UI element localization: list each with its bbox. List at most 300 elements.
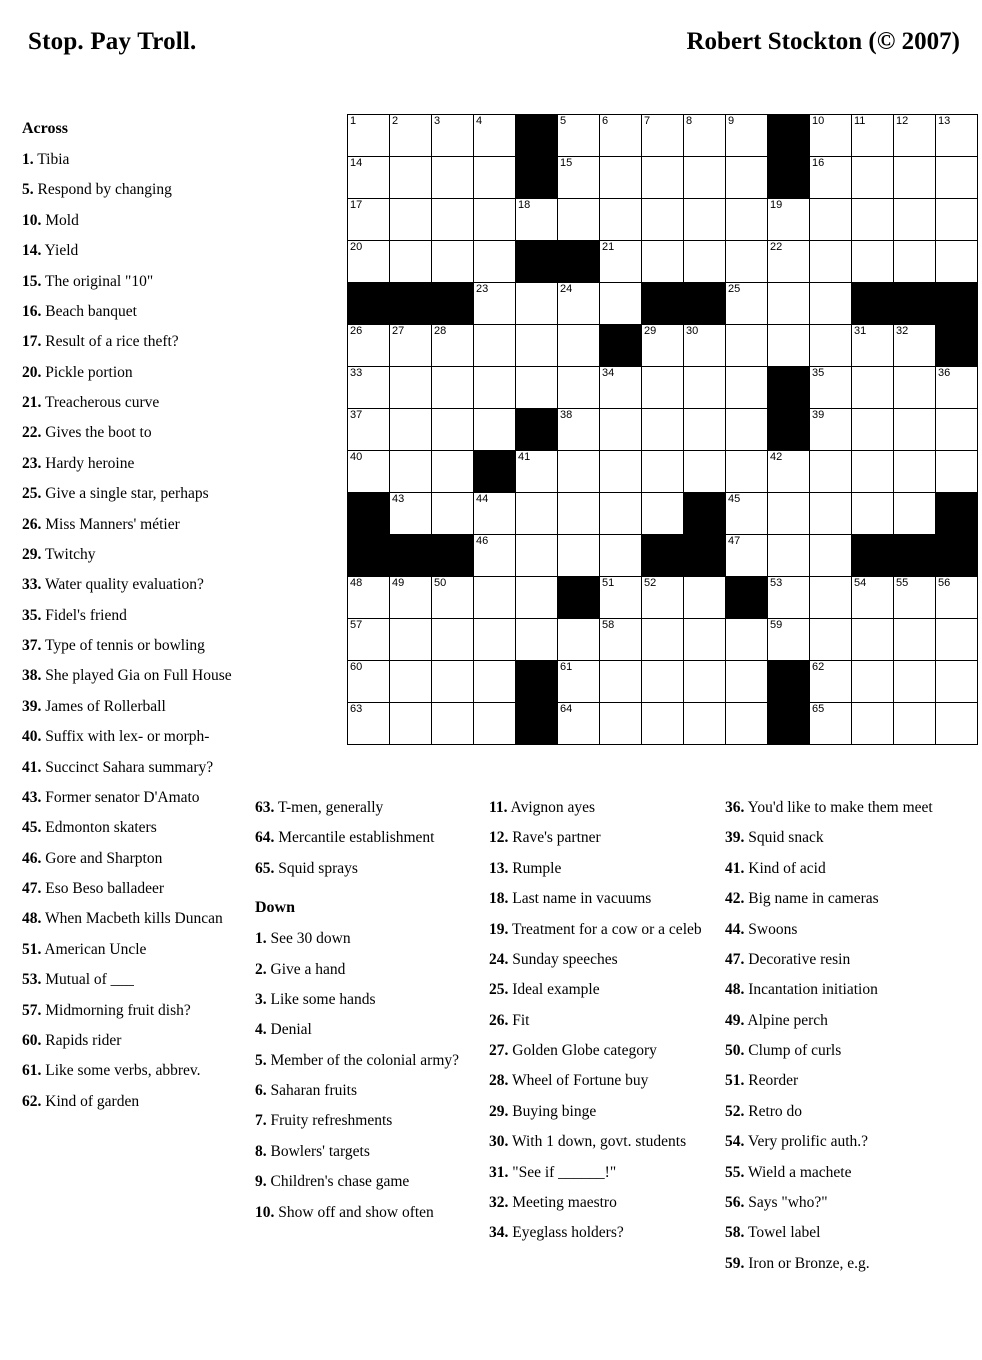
grid-cell-number: 45 (728, 493, 741, 505)
grid-cell[interactable] (558, 283, 600, 325)
grid-cell-block (390, 283, 432, 325)
clue-item (255, 1080, 460, 1101)
grid-cell-number: 40 (350, 451, 363, 463)
grid-cell[interactable] (936, 409, 978, 451)
clue-number: 9. (255, 1173, 267, 1191)
grid-cell[interactable] (810, 577, 852, 619)
grid-cell[interactable] (642, 451, 684, 493)
clue-text: Hardy heroine (41, 454, 135, 472)
grid-cell[interactable] (852, 409, 894, 451)
grid-cell[interactable] (600, 577, 642, 619)
clue-item (22, 908, 254, 929)
grid-cell[interactable] (348, 367, 390, 409)
grid-cell[interactable] (726, 409, 768, 451)
clue-number: 15. (22, 272, 42, 290)
grid-cell[interactable] (810, 241, 852, 283)
clue-item (22, 422, 254, 443)
grid-cell-number: 23 (476, 283, 489, 295)
grid-cell[interactable] (768, 199, 810, 241)
grid-cell[interactable] (600, 283, 642, 325)
clue-item (255, 1141, 460, 1162)
grid-cell-number: 14 (350, 157, 363, 169)
clue-text: Mercantile establishment (274, 829, 435, 847)
grid-cell[interactable] (474, 157, 516, 199)
clue-item (489, 797, 704, 818)
grid-cell[interactable] (768, 283, 810, 325)
grid-cell[interactable] (894, 703, 936, 745)
grid-cell[interactable] (558, 157, 600, 199)
grid-cell[interactable] (558, 115, 600, 157)
grid-table[interactable] (347, 114, 978, 745)
clue-number: 55. (725, 1163, 745, 1181)
grid-cell[interactable] (852, 493, 894, 535)
grid-cell[interactable] (600, 409, 642, 451)
grid-cell[interactable] (600, 619, 642, 661)
grid-cell[interactable] (852, 661, 894, 703)
clue-item (255, 858, 460, 879)
grid-cell-block (768, 367, 810, 409)
clue-item (22, 726, 254, 747)
grid-cell-block (348, 535, 390, 577)
grid-cell[interactable] (894, 493, 936, 535)
grid-cell[interactable] (936, 199, 978, 241)
clue-number: 47. (725, 950, 745, 968)
grid-cell[interactable] (810, 157, 852, 199)
grid-cell-number: 51 (602, 577, 615, 589)
grid-cell[interactable] (348, 409, 390, 451)
grid-cell[interactable] (642, 157, 684, 199)
grid-cell[interactable] (684, 703, 726, 745)
grid-cell[interactable] (432, 451, 474, 493)
grid-cell[interactable] (558, 493, 600, 535)
grid-cell-number: 11 (854, 115, 866, 127)
grid-cell[interactable] (642, 241, 684, 283)
clue-item (489, 858, 704, 879)
clue-number: 48. (22, 910, 42, 928)
clue-number: 5. (255, 1051, 267, 1069)
clue-text: Retro do (744, 1102, 803, 1120)
grid-cell[interactable] (684, 577, 726, 619)
grid-cell[interactable] (348, 241, 390, 283)
grid-cell[interactable] (684, 241, 726, 283)
grid-cell[interactable] (474, 703, 516, 745)
grid-cell[interactable] (684, 619, 726, 661)
clue-text: Type of tennis or bowling (41, 637, 205, 655)
grid-cell[interactable] (852, 115, 894, 157)
grid-cell[interactable] (768, 241, 810, 283)
grid-cell[interactable] (642, 325, 684, 367)
grid-cell[interactable] (474, 661, 516, 703)
grid-cell[interactable] (390, 493, 432, 535)
grid-cell[interactable] (810, 199, 852, 241)
grid-cell[interactable] (432, 115, 474, 157)
grid-cell[interactable] (642, 367, 684, 409)
grid-row (348, 451, 978, 493)
grid-row (348, 367, 978, 409)
grid-cell[interactable] (390, 703, 432, 745)
grid-cell[interactable] (600, 535, 642, 577)
grid-cell-block (936, 325, 978, 367)
grid-cell[interactable] (894, 199, 936, 241)
clue-text: Suffix with lex- or morph- (41, 728, 210, 746)
grid-cell[interactable] (810, 409, 852, 451)
clue-text: Avignon ayes (507, 799, 596, 816)
clue-item (725, 1162, 965, 1183)
grid-cell-block (768, 703, 810, 745)
grid-cell[interactable] (600, 703, 642, 745)
grid-cell[interactable] (936, 367, 978, 409)
grid-cell[interactable] (810, 367, 852, 409)
grid-cell[interactable] (894, 661, 936, 703)
grid-cell[interactable] (558, 367, 600, 409)
grid-cell[interactable] (558, 619, 600, 661)
grid-cell-block (558, 241, 600, 283)
grid-cell[interactable] (726, 535, 768, 577)
clue-number: 12. (489, 829, 509, 847)
clue-text: Pickle portion (41, 363, 133, 381)
grid-row (348, 577, 978, 619)
grid-cell[interactable] (810, 283, 852, 325)
grid-cell[interactable] (432, 199, 474, 241)
grid-cell-block (852, 535, 894, 577)
grid-cell[interactable] (684, 199, 726, 241)
grid-cell-number: 5 (560, 115, 567, 127)
grid-cell-number: 30 (686, 325, 699, 337)
clue-item (22, 149, 254, 170)
grid-cell[interactable] (936, 703, 978, 745)
grid-cell-number: 47 (728, 535, 741, 547)
grid-cell[interactable] (726, 451, 768, 493)
grid-cell[interactable] (894, 451, 936, 493)
clue-number: 64. (255, 829, 275, 847)
clue-text: Treatment for a cow or a celeb (508, 920, 702, 938)
crossword-grid[interactable] (347, 114, 978, 745)
grid-cell[interactable] (726, 199, 768, 241)
grid-cell-number: 58 (602, 619, 615, 631)
grid-cell[interactable] (726, 283, 768, 325)
grid-cell[interactable] (348, 325, 390, 367)
clue-text: Wheel of Fortune buy (508, 1072, 649, 1090)
grid-cell[interactable] (642, 199, 684, 241)
grid-cell[interactable] (852, 619, 894, 661)
clue-item (725, 949, 965, 970)
grid-cell[interactable] (558, 451, 600, 493)
clue-item (22, 331, 254, 352)
grid-cell[interactable] (684, 367, 726, 409)
grid-cell[interactable] (642, 577, 684, 619)
grid-cell[interactable] (768, 535, 810, 577)
grid-cell[interactable] (390, 451, 432, 493)
grid-cell[interactable] (516, 367, 558, 409)
grid-cell[interactable] (600, 115, 642, 157)
grid-cell[interactable] (852, 325, 894, 367)
grid-cell[interactable] (516, 325, 558, 367)
grid-cell[interactable] (726, 367, 768, 409)
clue-text: Meeting maestro (508, 1193, 617, 1211)
grid-cell[interactable] (768, 451, 810, 493)
grid-cell[interactable] (558, 409, 600, 451)
clue-number: 41. (725, 859, 745, 877)
grid-cell[interactable] (348, 661, 390, 703)
clue-text: The original "10" (41, 272, 154, 290)
grid-cell-number: 65 (812, 703, 825, 715)
grid-cell[interactable] (600, 493, 642, 535)
grid-cell-number: 28 (434, 325, 447, 337)
grid-cell[interactable] (852, 367, 894, 409)
clue-text: Squid snack (744, 829, 824, 847)
grid-row (348, 325, 978, 367)
grid-cell[interactable] (516, 283, 558, 325)
grid-cell-number: 1 (350, 115, 357, 127)
grid-cell[interactable] (642, 409, 684, 451)
clue-item (22, 179, 254, 200)
grid-cell[interactable] (390, 577, 432, 619)
clue-text: Member of the colonial army? (266, 1051, 460, 1069)
grid-cell[interactable] (432, 703, 474, 745)
grid-cell[interactable] (936, 115, 978, 157)
grid-cell[interactable] (474, 409, 516, 451)
grid-cell[interactable] (390, 157, 432, 199)
grid-cell[interactable] (558, 535, 600, 577)
grid-cell[interactable] (894, 409, 936, 451)
grid-cell[interactable] (684, 451, 726, 493)
clue-item (489, 1040, 704, 1061)
grid-cell[interactable] (474, 577, 516, 619)
grid-cell[interactable] (936, 241, 978, 283)
grid-cell[interactable] (474, 367, 516, 409)
grid-cell[interactable] (390, 241, 432, 283)
grid-cell[interactable] (348, 115, 390, 157)
grid-cell-number: 17 (350, 199, 363, 211)
grid-cell-block (894, 283, 936, 325)
grid-cell[interactable] (600, 199, 642, 241)
clue-text: "See if ______!" (508, 1163, 617, 1181)
grid-cell[interactable] (810, 535, 852, 577)
grid-cell[interactable] (642, 115, 684, 157)
grid-cell-block (684, 493, 726, 535)
grid-cell[interactable] (726, 157, 768, 199)
grid-cell[interactable] (516, 451, 558, 493)
grid-cell-number: 21 (602, 241, 615, 253)
grid-cell[interactable] (726, 241, 768, 283)
clue-text: Respond by changing (33, 181, 172, 199)
grid-cell[interactable] (726, 115, 768, 157)
clue-item (489, 1101, 704, 1122)
clue-number: 10. (255, 1203, 275, 1221)
clue-number: 11. (489, 799, 508, 816)
clue-number: 39. (725, 829, 745, 847)
grid-cell[interactable] (852, 241, 894, 283)
grid-cell[interactable] (432, 577, 474, 619)
grid-cell[interactable] (894, 157, 936, 199)
clue-text: Eso Beso balladeer (41, 880, 165, 898)
grid-cell[interactable] (852, 157, 894, 199)
grid-cell[interactable] (516, 199, 558, 241)
grid-cell[interactable] (348, 199, 390, 241)
grid-cell-number: 6 (602, 115, 609, 127)
grid-cell[interactable] (348, 451, 390, 493)
grid-cell[interactable] (684, 661, 726, 703)
grid-cell[interactable] (726, 703, 768, 745)
clue-number: 2. (255, 960, 267, 978)
grid-cell[interactable] (432, 661, 474, 703)
clue-text: Fruity refreshments (266, 1112, 393, 1130)
grid-cell[interactable] (894, 115, 936, 157)
grid-cell[interactable] (474, 325, 516, 367)
grid-cell-number: 49 (392, 577, 405, 589)
grid-row (348, 661, 978, 703)
grid-cell[interactable] (432, 241, 474, 283)
grid-cell[interactable] (768, 493, 810, 535)
grid-cell[interactable] (684, 115, 726, 157)
grid-cell[interactable] (558, 703, 600, 745)
grid-cell[interactable] (474, 619, 516, 661)
grid-cell[interactable] (810, 115, 852, 157)
clue-item (255, 1202, 460, 1223)
grid-cell[interactable] (936, 577, 978, 619)
grid-cell[interactable] (348, 703, 390, 745)
grid-cell[interactable] (642, 619, 684, 661)
grid-cell[interactable] (390, 115, 432, 157)
grid-cell[interactable] (768, 619, 810, 661)
grid-cell[interactable] (390, 409, 432, 451)
grid-cell[interactable] (768, 325, 810, 367)
grid-cell[interactable] (810, 703, 852, 745)
clue-item (489, 1131, 704, 1152)
grid-cell[interactable] (936, 451, 978, 493)
grid-cell[interactable] (474, 241, 516, 283)
grid-cell[interactable] (432, 157, 474, 199)
clue-item (489, 1070, 704, 1091)
grid-cell[interactable] (390, 325, 432, 367)
grid-cell[interactable] (600, 157, 642, 199)
grid-cell[interactable] (726, 661, 768, 703)
grid-cell[interactable] (558, 325, 600, 367)
grid-cell[interactable] (684, 157, 726, 199)
clue-item (489, 1010, 704, 1031)
grid-cell[interactable] (348, 619, 390, 661)
grid-cell[interactable] (642, 493, 684, 535)
grid-cell[interactable] (390, 199, 432, 241)
grid-cell[interactable] (894, 241, 936, 283)
grid-cell[interactable] (600, 241, 642, 283)
clue-item (22, 210, 254, 231)
grid-cell[interactable] (852, 703, 894, 745)
grid-cell[interactable] (516, 577, 558, 619)
grid-cell[interactable] (726, 619, 768, 661)
grid-cell-number: 7 (644, 115, 651, 127)
clue-number: 34. (489, 1224, 509, 1242)
grid-cell[interactable] (852, 199, 894, 241)
grid-cell[interactable] (810, 451, 852, 493)
grid-cell[interactable] (894, 367, 936, 409)
clue-item (725, 1070, 965, 1091)
grid-cell-number: 15 (560, 157, 573, 169)
grid-row (348, 283, 978, 325)
grid-cell[interactable] (810, 325, 852, 367)
grid-cell[interactable] (894, 619, 936, 661)
clue-item (22, 757, 254, 778)
grid-cell[interactable] (390, 619, 432, 661)
grid-cell[interactable] (474, 535, 516, 577)
grid-cell[interactable] (390, 661, 432, 703)
grid-cell[interactable] (684, 325, 726, 367)
author-credit: Robert Stockton (© 2007) (686, 28, 960, 55)
clue-text: Give a hand (266, 960, 346, 978)
grid-cell[interactable] (348, 157, 390, 199)
clue-item (725, 979, 965, 1000)
grid-cell[interactable] (936, 157, 978, 199)
clue-item (725, 888, 965, 909)
clue-item (489, 979, 704, 1000)
grid-cell[interactable] (936, 661, 978, 703)
grid-cell-block (474, 451, 516, 493)
grid-cell[interactable] (810, 493, 852, 535)
grid-cell[interactable] (936, 619, 978, 661)
clue-number: 17. (22, 333, 42, 351)
grid-cell[interactable] (684, 409, 726, 451)
clue-number: 7. (255, 1112, 267, 1130)
grid-cell[interactable] (432, 409, 474, 451)
grid-cell[interactable] (852, 577, 894, 619)
grid-cell[interactable] (558, 199, 600, 241)
grid-cell[interactable] (894, 577, 936, 619)
clue-text: Twitchy (41, 545, 96, 563)
grid-cell[interactable] (516, 535, 558, 577)
clue-text: Children's chase game (266, 1173, 410, 1191)
grid-cell[interactable] (726, 325, 768, 367)
grid-cell[interactable] (390, 367, 432, 409)
clue-number: 42. (725, 890, 745, 908)
grid-cell[interactable] (474, 115, 516, 157)
clue-item (22, 514, 254, 535)
grid-cell[interactable] (516, 619, 558, 661)
grid-cell[interactable] (432, 367, 474, 409)
grid-cell[interactable] (810, 661, 852, 703)
clue-item (255, 989, 460, 1010)
grid-cell[interactable] (768, 577, 810, 619)
grid-cell[interactable] (432, 325, 474, 367)
clue-number: 51. (22, 940, 42, 958)
grid-cell[interactable] (558, 661, 600, 703)
clue-number: 52. (725, 1102, 745, 1120)
grid-cell[interactable] (432, 493, 474, 535)
grid-cell[interactable] (642, 703, 684, 745)
grid-cell[interactable] (432, 619, 474, 661)
clue-text: Denial (266, 1021, 312, 1039)
grid-cell[interactable] (642, 661, 684, 703)
grid-cell[interactable] (600, 661, 642, 703)
clue-number: 26. (489, 1011, 509, 1029)
grid-cell[interactable] (600, 451, 642, 493)
clue-text: Gives the boot to (41, 424, 152, 442)
clue-text: Fidel's friend (41, 606, 127, 624)
grid-cell[interactable] (348, 577, 390, 619)
grid-cell[interactable] (810, 619, 852, 661)
grid-cell[interactable] (474, 493, 516, 535)
grid-cell[interactable] (516, 493, 558, 535)
grid-row (348, 535, 978, 577)
clue-item (22, 696, 254, 717)
clue-number: 37. (22, 637, 42, 655)
clue-number: 47. (22, 880, 42, 898)
grid-cell[interactable] (474, 283, 516, 325)
grid-cell[interactable] (474, 199, 516, 241)
grid-cell[interactable] (726, 493, 768, 535)
grid-cell[interactable] (600, 367, 642, 409)
grid-cell[interactable] (894, 325, 936, 367)
grid-cell[interactable] (852, 451, 894, 493)
